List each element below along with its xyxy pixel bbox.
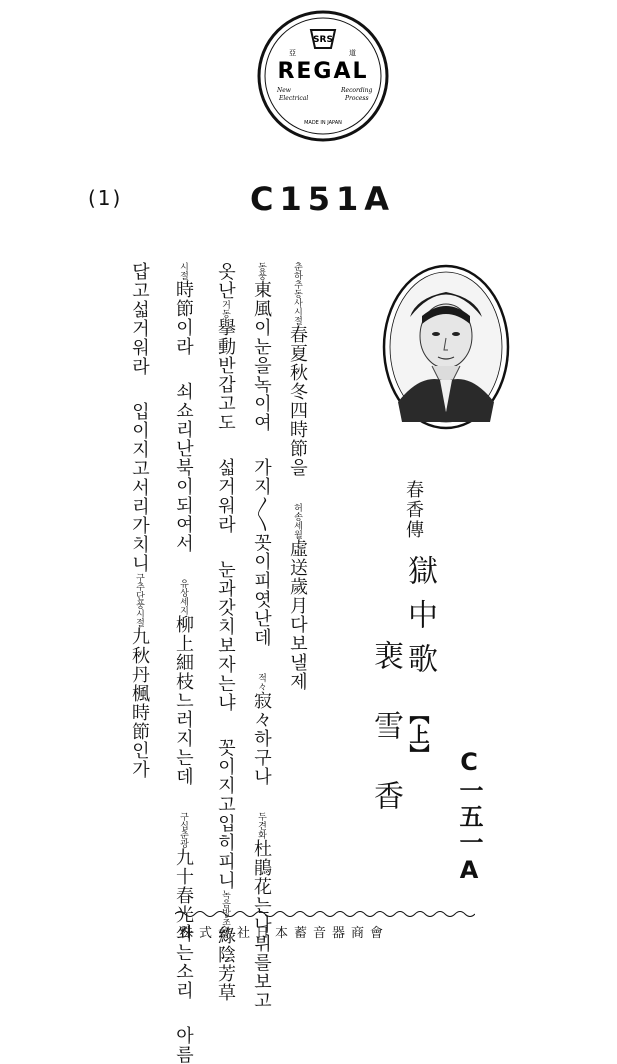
logo-sub-right-2: Process [345, 95, 369, 102]
lyric-text: 섧거워라 [215, 458, 236, 534]
lyric-text: 時節이라 [173, 280, 194, 356]
lyric-text: 東風이눈을녹이여 [251, 280, 272, 432]
lyric-text: 春夏秋冬四時節을 [287, 325, 308, 477]
work-title: 春香傳 [403, 480, 424, 540]
wave-divider-icon [175, 909, 475, 919]
lyric-text: 柳上細枝느러지는데 [173, 615, 194, 786]
lyric-column-3 [214, 262, 236, 1002]
lyric-text: 九秋丹楓時節인가 [129, 627, 150, 779]
lyric-column-5 [128, 262, 150, 779]
logo-sub-right-1: Recording [341, 87, 373, 94]
logo-brand: REGAL [277, 59, 369, 84]
lyric-text: 옷난 [215, 262, 236, 300]
logo-sub-left-2: Electrical [279, 95, 309, 102]
lyric-text: 답고섧거워라 [129, 262, 150, 376]
gloss: 춘하추동사시절 [292, 262, 302, 325]
logo-small-left: 亞 [289, 49, 296, 57]
lyric-text: 가지〱꼿이피엿난데 [251, 458, 272, 647]
company-name: 株式會社日本蓄音器商會 [180, 926, 390, 941]
side-code: C一五一A [455, 748, 483, 886]
singer-name: 裵雪香 [368, 640, 403, 850]
gloss: 동풍 [256, 262, 266, 280]
logo-bottom-text: MADE IN JAPAN [304, 120, 342, 126]
page-number: (1) [88, 186, 123, 210]
lyric-text: 입이지고서리가치니 [129, 402, 150, 573]
gloss: 유상세지 [178, 579, 188, 615]
gloss: 녹음방초 [220, 890, 230, 926]
lyric-text: 綠陰芳草 [215, 926, 236, 1002]
regal-logo [255, 8, 391, 144]
logo-small-right: 道 [349, 49, 356, 57]
regal-logo-svg [255, 8, 391, 144]
singer-portrait [380, 262, 512, 432]
lyric-text: 寂々하구나 [251, 691, 272, 786]
gloss: 거동 [220, 300, 230, 318]
gloss: 시절 [178, 262, 188, 280]
gloss: 적々 [256, 673, 266, 691]
lyric-text: 虛送歲月다보낼제 [287, 539, 308, 691]
lyric-column-2 [250, 262, 272, 1010]
gloss: 허송세월 [292, 503, 302, 539]
lyric-text: 杜鵑花는나뷔를보고 [251, 839, 272, 1010]
lyric-column-1 [286, 262, 308, 691]
lyric-text: 아름 [173, 1026, 194, 1064]
lyric-text: 꼿이지고입히피니 [215, 738, 236, 890]
lyric-text: 쇠쇼리난북이되여서 [173, 382, 194, 553]
lyric-column-4 [172, 262, 194, 1064]
song-part: 【上】 [406, 704, 430, 764]
lyric-text: 눈과갓치보자는냐 [215, 560, 236, 712]
gloss: 구십춘광 [178, 812, 188, 848]
portrait-icon [380, 262, 512, 432]
lyric-text: 擧動반갑고도 [215, 318, 236, 432]
gloss: 구추단풍시절 [134, 573, 144, 627]
catalog-number: C151A [250, 180, 396, 218]
footer-divider [175, 904, 475, 914]
gloss: 두견화 [256, 812, 266, 839]
lyric-text: 九十春光쏴는소리 [173, 848, 194, 1000]
logo-sub-left-1: New [277, 87, 291, 94]
logo-top-text: SRS [313, 35, 333, 45]
song-title: 獄中歌 [402, 555, 437, 687]
